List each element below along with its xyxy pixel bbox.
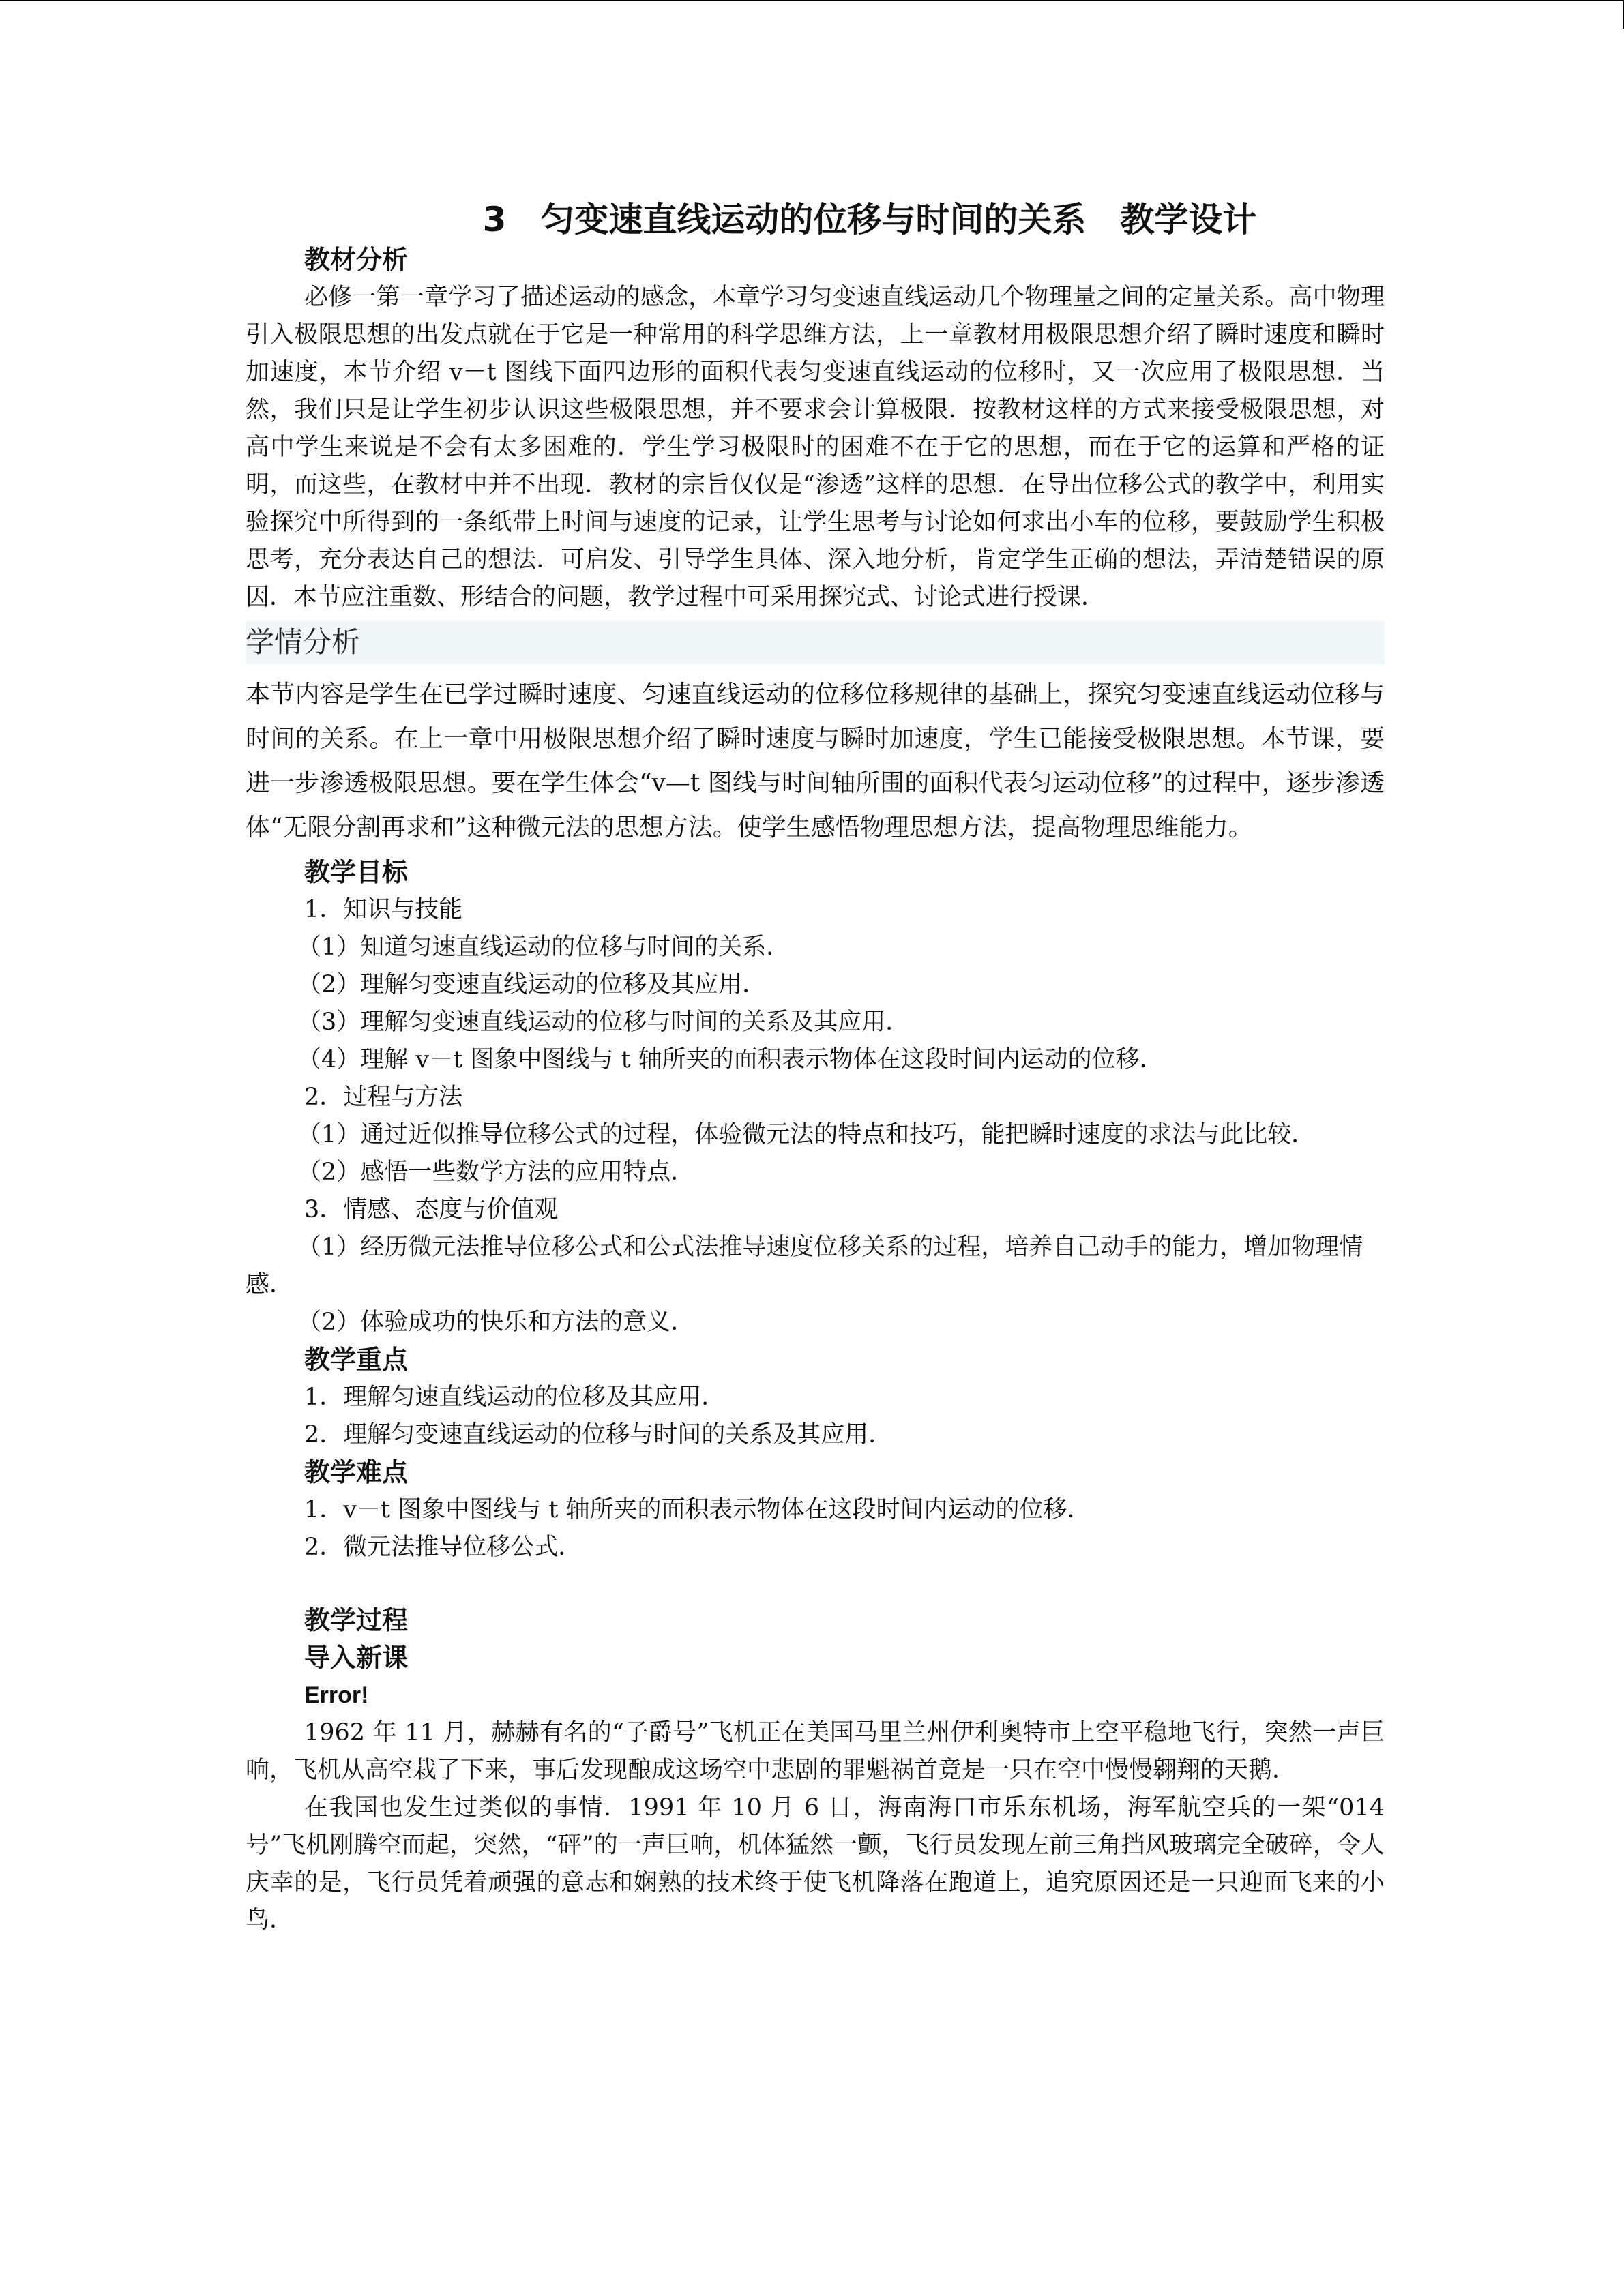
goal-knowledge-item: （3）理解匀变速直线运动的位移与时间的关系及其应用． [297,1009,910,1036]
teaching-process-heading: 教学过程 [304,1605,409,1635]
goal-knowledge-item: （4）理解 v－t 图象中图线与 t 轴所夹的面积表示物体在这段时间内运动的位移． [297,1046,1164,1073]
goal-emotion-item: （2）体验成功的快乐和方法的意义． [297,1309,695,1336]
goal-process-title: 2．过程与方法 [304,1084,463,1111]
intro-heading: 导入新课 [304,1643,409,1673]
story-paragraph-2: 在我国也发生过类似的事情．1991 年 10 月 6 日，海南海口市乐东机场，海军航空兵的一架“014 号”飞机刚腾空而起，突然，“砰”的一声巨响，机体猛然一颤，飞行员发现左前三角挡风玻璃完全破碎，令人庆幸的是，飞行员凭着顽强的意志和娴熟的技术终于使飞机降落在跑道上，追究原因还是一只迎面飞来的小鸟． [246,1794,1385,1934]
goal-emotion-item: （1）经历微元法推导位移公式和公式法推导速度位移关系的过程，培养自己动手的能力，增加物理情感． [246,1234,1363,1298]
teaching-goals-heading: 教学目标 [304,857,409,887]
goal-process-item: （2）感悟一些数学方法的应用特点． [297,1159,695,1186]
student-analysis-heading: 学情分析 [246,621,1385,664]
key-point-item: 1．理解匀速直线运动的位移及其应用． [304,1384,726,1411]
error-label: Error! [304,1682,369,1708]
document-title: 3 匀变速直线运动的位移与时间的关系 教学设计 [482,200,1257,239]
key-point-item: 2．理解匀变速直线运动的位移与时间的关系及其应用． [304,1421,893,1448]
goal-knowledge-item: （2）理解匀变速直线运动的位移及其应用． [297,971,767,998]
goal-process-item: （1）通过近似推导位移公式的过程，体验微元法的特点和技巧，能把瞬时速度的求法与此比较． [297,1121,1316,1148]
goal-knowledge-item: （1）知道匀速直线运动的位移与时间的关系． [297,934,791,961]
goal-knowledge-title: 1．知识与技能 [304,896,463,923]
textbook-analysis-heading: 教材分析 [304,245,409,275]
difficulty-item: 2．微元法推导位移公式． [304,1534,582,1561]
page-border-top [0,0,1623,1]
story-paragraph-1: 1962 年 11 月，赫赫有名的“子爵号”飞机正在美国马里兰州伊利奥特市上空平稳地飞行，突然一声巨响，飞机从高空栽了下来，事后发现酿成这场空中悲剧的罪魁祸首竟是一只在空中慢慢翱翔的天鹅． [246,1719,1385,1784]
textbook-analysis-paragraph: 必修一第一章学习了描述运动的感念，本章学习匀变速直线运动几个物理量之间的定量关系。高中物理引入极限思想的出发点就在于它是一种常用的科学思维方法，上一章教材用极限思想介绍了瞬时速度和瞬时加速度，本节介绍 v－t 图线下面四边形的面积代表匀变速直线运动的位移时，又一次应用了极限思想．当然，我们只是让学生初步认识这些极限思想，并不要求会计算极限．按教材这样的方式来接受极限思想，对高中学生来说是不会有太多困难的．学生学习极限时的困难不在于它的思想，而在于它的运算和严格的证明，而这些，在教材中并不出现．教材的宗旨仅仅是“渗透”这样的思想．在导出位移公式的教学中，利用实验探究中所得到的一条纸带上时间与速度的记录，让学生思考与讨论如何求出小车的位移，要鼓励学生积极思考，充分表达自己的想法．可启发、引导学生具体、深入地分析，肯定学生正确的想法，弄清楚错误的原因．本节应注重数、形结合的问题，教学过程中可采用探究式、讨论式进行授课． [246,284,1385,611]
teaching-difficulties-heading: 教学难点 [304,1457,409,1487]
student-analysis-paragraph: 本节内容是学生在已学过瞬时速度、匀速直线运动的位移位移规律的基础上，探究匀变速直线运动位移与时间的关系。在上一章中用极限思想介绍了瞬时速度与瞬时加速度，学生已能接受极限思想。本节课，要进一步渗透极限思想。要在学生体会“v—t 图线与时间轴所围的面积代表匀运动位移”的过程中，逐步渗透体“无限分割再求和”这种微元法的思想方法。使学生感悟物理思想方法，提高物理思维能力。 [246,681,1385,841]
teaching-key-points-heading: 教学重点 [304,1345,409,1375]
document-page [246,198,1385,1939]
difficulty-item: 1．v－t 图象中图线与 t 轴所夹的面积表示物体在这段时间内运动的位移． [304,1496,1091,1523]
goal-emotion-title: 3．情感、态度与价值观 [304,1196,559,1223]
